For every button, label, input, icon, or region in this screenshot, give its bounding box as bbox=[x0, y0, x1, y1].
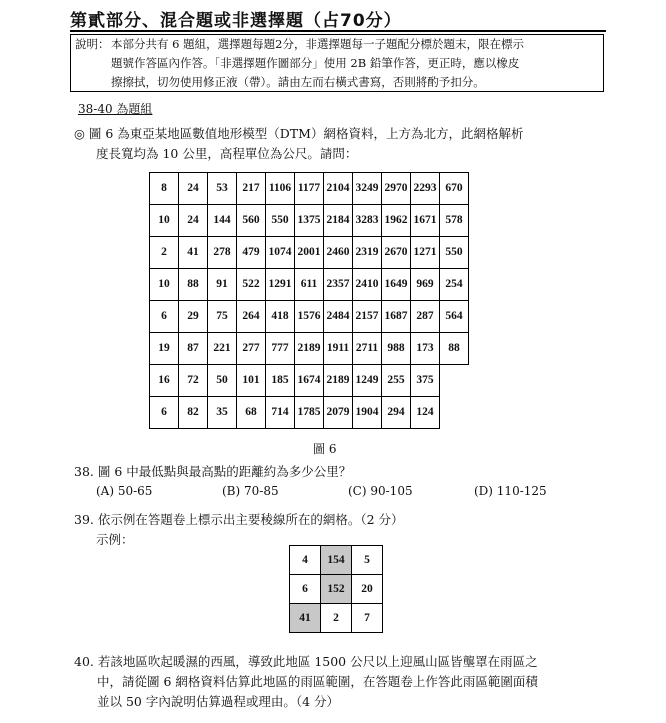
intro-line: 度長寬均為 10 公里，高程單位為公尺。請問： bbox=[96, 146, 358, 161]
grid-cell: 2357 bbox=[324, 269, 353, 301]
grid-cell: 1576 bbox=[295, 301, 324, 333]
grid-cell: 287 bbox=[411, 301, 440, 333]
dtm-grid-table bbox=[149, 172, 469, 429]
grid-cell: 277 bbox=[237, 333, 266, 365]
grid-cell: 294 bbox=[382, 397, 411, 429]
question-39: 39. 依示例在答題卷上標示出主要稜線所在的網格。（2 分） bbox=[74, 512, 404, 527]
choice-b: (B) 70-85 bbox=[222, 484, 279, 498]
question-38-choices bbox=[96, 484, 600, 498]
grid-cell: 560 bbox=[237, 205, 266, 237]
grid-cell: 777 bbox=[266, 333, 295, 365]
grid-cell: 53 bbox=[208, 173, 237, 205]
grid-cell: 1962 bbox=[382, 205, 411, 237]
grid-row bbox=[150, 173, 469, 205]
grid-cell: 124 bbox=[411, 397, 440, 429]
grid-cell: 2319 bbox=[353, 237, 382, 269]
grid-cell: 2293 bbox=[411, 173, 440, 205]
grid-cell: 1687 bbox=[382, 301, 411, 333]
grid-cell: 1291 bbox=[266, 269, 295, 301]
example-cell: 152 bbox=[321, 575, 352, 604]
figure-caption: 圖 6 bbox=[313, 442, 337, 456]
grid-cell: 68 bbox=[237, 397, 266, 429]
example-cell: 154 bbox=[321, 546, 352, 575]
example-cell: 20 bbox=[352, 575, 383, 604]
grid-cell: 1911 bbox=[324, 333, 353, 365]
title-divider bbox=[70, 30, 606, 32]
grid-cell: 8 bbox=[150, 173, 179, 205]
example-row bbox=[290, 546, 383, 575]
grid-empty-cell bbox=[440, 397, 469, 429]
grid-cell: 255 bbox=[382, 365, 411, 397]
grid-cell: 35 bbox=[208, 397, 237, 429]
grid-cell: 254 bbox=[440, 269, 469, 301]
grid-cell: 16 bbox=[150, 365, 179, 397]
grid-cell: 29 bbox=[179, 301, 208, 333]
example-cell: 41 bbox=[290, 604, 321, 633]
example-cell: 2 bbox=[321, 604, 352, 633]
grid-cell: 2079 bbox=[324, 397, 353, 429]
choice-a: (A) 50-65 bbox=[96, 484, 153, 498]
grid-cell: 88 bbox=[440, 333, 469, 365]
instructions-label: 說明： bbox=[75, 37, 110, 51]
grid-cell: 10 bbox=[150, 269, 179, 301]
grid-cell: 1074 bbox=[266, 237, 295, 269]
grid-cell: 19 bbox=[150, 333, 179, 365]
grid-cell: 3283 bbox=[353, 205, 382, 237]
grid-cell: 72 bbox=[179, 365, 208, 397]
grid-cell: 75 bbox=[208, 301, 237, 333]
grid-cell: 217 bbox=[237, 173, 266, 205]
grid-cell: 82 bbox=[179, 397, 208, 429]
grid-cell: 1106 bbox=[266, 173, 295, 205]
grid-cell: 185 bbox=[266, 365, 295, 397]
grid-cell: 41 bbox=[179, 237, 208, 269]
grid-cell: 50 bbox=[208, 365, 237, 397]
choice-c: (C) 90-105 bbox=[348, 484, 413, 498]
example-cell: 6 bbox=[290, 575, 321, 604]
grid-cell: 173 bbox=[411, 333, 440, 365]
grid-cell: 6 bbox=[150, 301, 179, 333]
grid-cell: 611 bbox=[295, 269, 324, 301]
grid-cell: 1674 bbox=[295, 365, 324, 397]
grid-cell: 1177 bbox=[295, 173, 324, 205]
instructions-line: 本部分共有 6 題組，選擇題每題2分，非選擇題每一子題配分標於題末，限在標示 bbox=[111, 37, 524, 51]
choice-d: (D) 110-125 bbox=[474, 484, 547, 498]
grid-cell: 479 bbox=[237, 237, 266, 269]
grid-cell: 522 bbox=[237, 269, 266, 301]
grid-cell: 278 bbox=[208, 237, 237, 269]
question-40 bbox=[74, 652, 538, 712]
grid-cell: 375 bbox=[411, 365, 440, 397]
grid-cell: 1271 bbox=[411, 237, 440, 269]
grid-row bbox=[150, 237, 469, 269]
grid-cell: 714 bbox=[266, 397, 295, 429]
grid-cell: 101 bbox=[237, 365, 266, 397]
example-label: 示例： bbox=[96, 532, 134, 547]
grid-cell: 3249 bbox=[353, 173, 382, 205]
group-intro bbox=[74, 124, 614, 164]
grid-cell: 418 bbox=[266, 301, 295, 333]
grid-cell: 969 bbox=[411, 269, 440, 301]
grid-cell: 2001 bbox=[295, 237, 324, 269]
intro-line: ◎ 圖 6 為東亞某地區數值地形模型（DTM）網格資料，上方為北方，此網格解析 bbox=[74, 126, 524, 141]
question-40-line: 並以 50 字內說明估算過程或理由。（4 分） bbox=[97, 694, 340, 709]
grid-cell: 264 bbox=[237, 301, 266, 333]
grid-cell: 2189 bbox=[324, 365, 353, 397]
grid-cell: 144 bbox=[208, 205, 237, 237]
example-cell: 5 bbox=[352, 546, 383, 575]
grid-row bbox=[150, 269, 469, 301]
grid-cell: 6 bbox=[150, 397, 179, 429]
question-40-line: 中，請從圖 6 網格資料估算此地區的雨區範圍，在答題卷上作答此雨區範圍面積 bbox=[97, 674, 538, 689]
section-title: 第貳部分、混合題或非選擇題（占70分） bbox=[70, 11, 402, 31]
example-cell: 4 bbox=[290, 546, 321, 575]
grid-cell: 2 bbox=[150, 237, 179, 269]
grid-cell: 2970 bbox=[382, 173, 411, 205]
grid-row bbox=[150, 205, 469, 237]
grid-row bbox=[150, 301, 469, 333]
grid-cell: 2104 bbox=[324, 173, 353, 205]
grid-cell: 988 bbox=[382, 333, 411, 365]
grid-empty-cell bbox=[440, 365, 469, 397]
grid-cell: 24 bbox=[179, 205, 208, 237]
grid-cell: 10 bbox=[150, 205, 179, 237]
grid-cell: 87 bbox=[179, 333, 208, 365]
grid-cell: 1649 bbox=[382, 269, 411, 301]
grid-cell: 91 bbox=[208, 269, 237, 301]
grid-cell: 2157 bbox=[353, 301, 382, 333]
grid-cell: 221 bbox=[208, 333, 237, 365]
grid-row bbox=[150, 365, 469, 397]
grid-cell: 1375 bbox=[295, 205, 324, 237]
grid-cell: 88 bbox=[179, 269, 208, 301]
grid-cell: 2670 bbox=[382, 237, 411, 269]
grid-cell: 2410 bbox=[353, 269, 382, 301]
question-38: 38. 圖 6 中最低點與最高點的距離約為多少公里？ bbox=[74, 464, 352, 479]
question-group-label: 38-40 為題組 bbox=[78, 102, 153, 116]
question-40-line: 40. 若該地區吹起暖濕的西風，導致此地區 1500 公尺以上迎風山區皆壟罩在雨區之 bbox=[74, 654, 538, 669]
grid-cell: 578 bbox=[440, 205, 469, 237]
grid-cell: 1671 bbox=[411, 205, 440, 237]
grid-cell: 1249 bbox=[353, 365, 382, 397]
grid-cell: 564 bbox=[440, 301, 469, 333]
grid-cell: 1904 bbox=[353, 397, 382, 429]
grid-cell: 2484 bbox=[324, 301, 353, 333]
example-row bbox=[290, 604, 383, 633]
grid-cell: 550 bbox=[266, 205, 295, 237]
instructions-line: 題號作答區內作答。「非選擇題作圖部分」使用 2B 鉛筆作答，更正時，應以橡皮 bbox=[111, 56, 520, 70]
grid-cell: 24 bbox=[179, 173, 208, 205]
grid-cell: 550 bbox=[440, 237, 469, 269]
example-grid-table bbox=[289, 545, 383, 633]
example-row bbox=[290, 575, 383, 604]
instructions-line: 擦擦拭，切勿使用修正液（帶）。請由左而右橫式書寫，否則將酌予扣分。 bbox=[111, 75, 485, 89]
grid-cell: 2189 bbox=[295, 333, 324, 365]
grid-cell: 2460 bbox=[324, 237, 353, 269]
grid-cell: 670 bbox=[440, 173, 469, 205]
grid-row bbox=[150, 397, 469, 429]
instructions-box bbox=[70, 34, 604, 92]
grid-cell: 1785 bbox=[295, 397, 324, 429]
example-cell: 7 bbox=[352, 604, 383, 633]
grid-row bbox=[150, 333, 469, 365]
grid-cell: 2711 bbox=[353, 333, 382, 365]
grid-cell: 2184 bbox=[324, 205, 353, 237]
